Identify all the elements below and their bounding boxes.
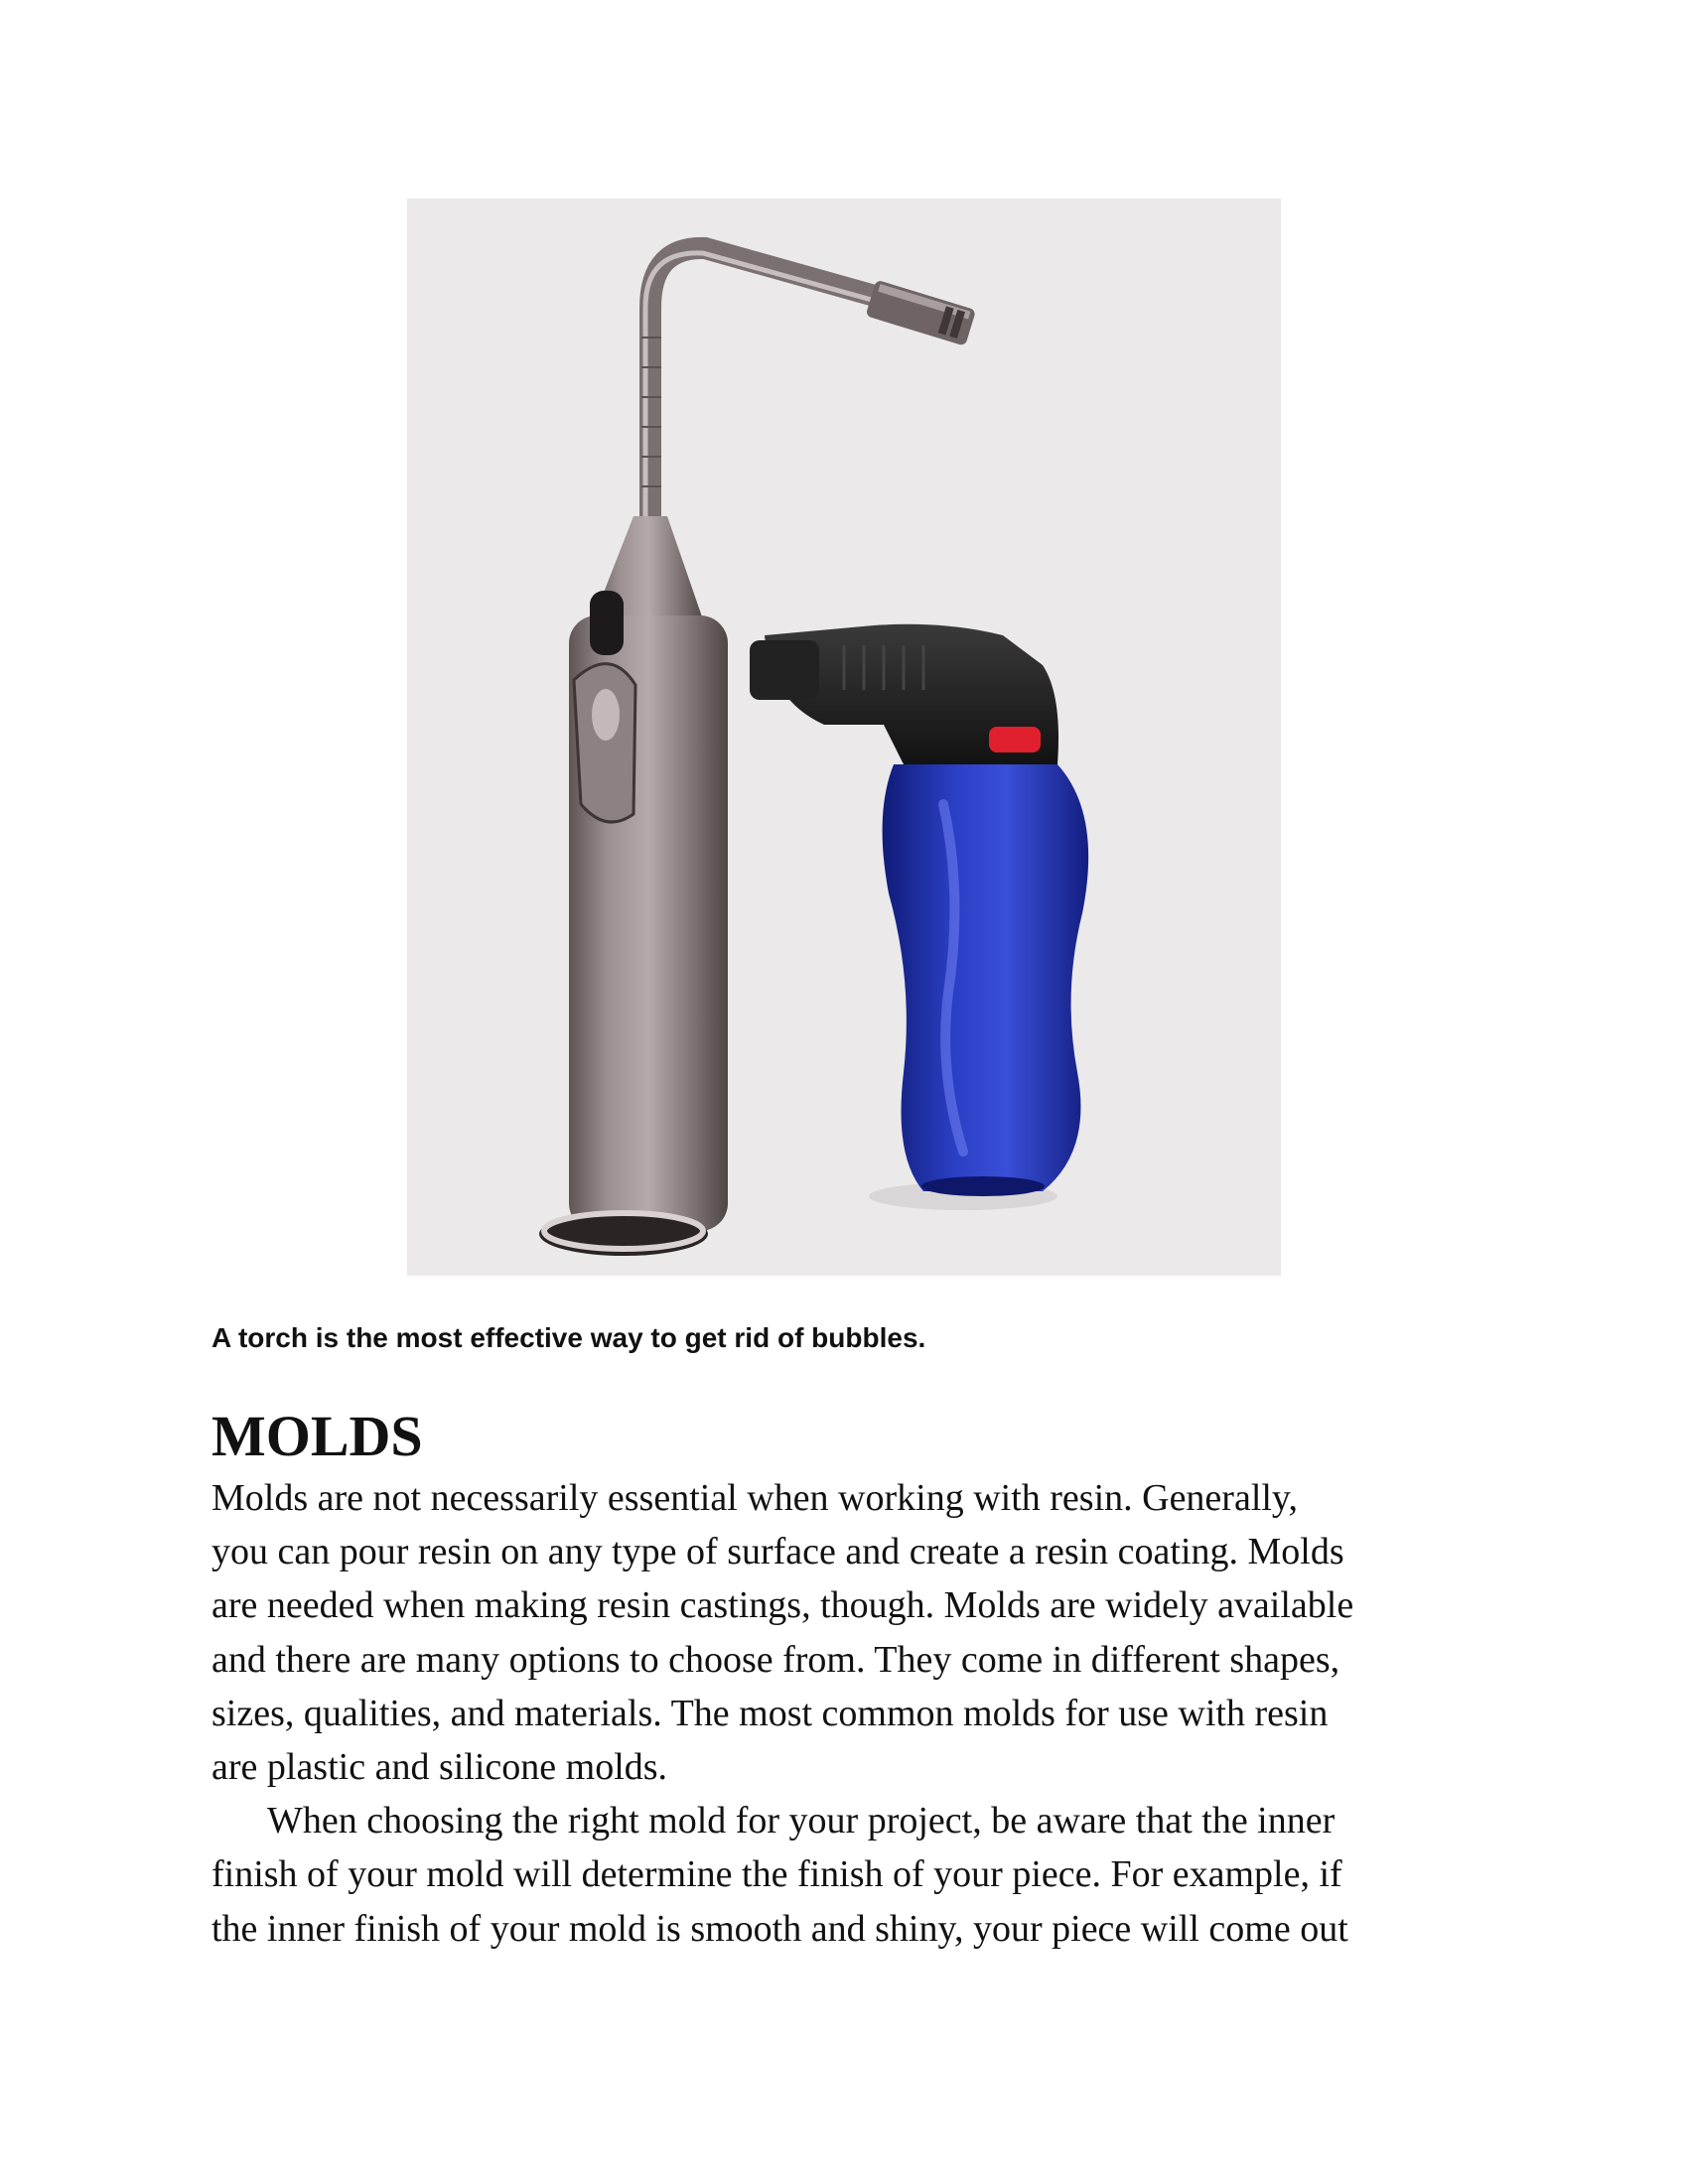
- paragraph-1: [211, 1471, 1492, 1794]
- torch-nozzle: [866, 280, 977, 346]
- text-line: When choosing the right mold for your project, be aware that the inner: [267, 1800, 1336, 1843]
- text-line: the inner finish of your mold is smooth and shiny, your piece will come out: [211, 1907, 1348, 1950]
- torch-neck-highlight: [645, 253, 879, 526]
- text-line: and there are many options to choose from. They come in different shapes,: [211, 1638, 1340, 1681]
- text-line: are needed when making resin castings, though. Molds are widely available: [211, 1584, 1354, 1627]
- text-line: sizes, qualities, and materials. The most common molds for use with resin: [211, 1692, 1329, 1734]
- text-line: are plastic and silicone molds.: [211, 1746, 668, 1789]
- text-line: you can pour resin on any type of surface and create a resin coating. Molds: [211, 1531, 1344, 1573]
- torch-neck: [650, 248, 882, 526]
- torch-photo: [407, 199, 1281, 1276]
- lighter-nozzle: [750, 640, 819, 700]
- torch-trigger: [574, 664, 635, 822]
- text-line: finish of your mold will determine the finish of your piece. For example, if: [211, 1853, 1342, 1896]
- figure-caption: A torch is the most effective way to get rid of bubbles.: [211, 1322, 926, 1353]
- torch-slot: [590, 591, 624, 655]
- lighter-bottom: [921, 1176, 1045, 1196]
- section-heading: MOLDS: [211, 1404, 423, 1468]
- lighter-red-button: [989, 727, 1041, 752]
- lighter-body: [883, 764, 1089, 1191]
- paragraph-2: [211, 1794, 1492, 1956]
- text-line: Molds are not necessarily essential when working with resin. Generally,: [211, 1477, 1298, 1519]
- body-text: [211, 1471, 1492, 1956]
- torch-trigger-highlight: [592, 689, 620, 741]
